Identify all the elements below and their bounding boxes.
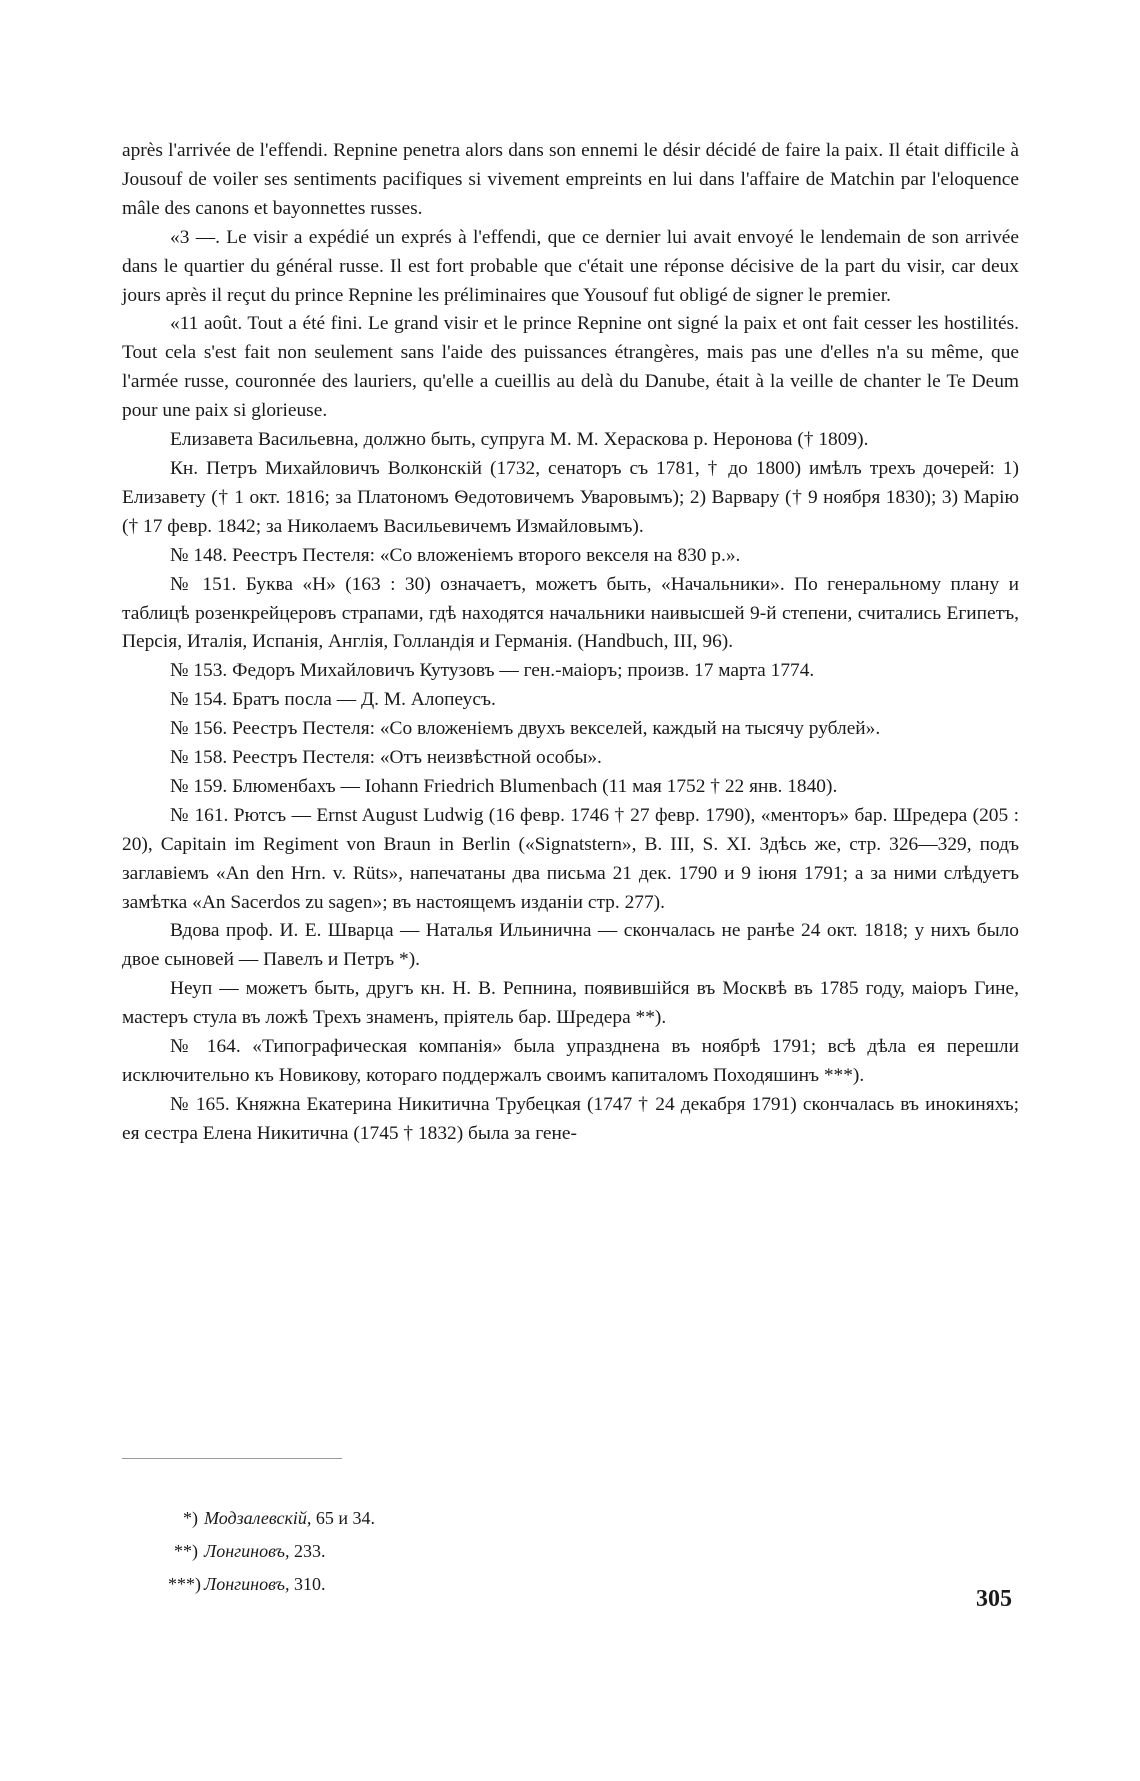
paragraph-no-165: № 165. Княжна Екатерина Никитична Трубецкая (1747 † 24 декабря 1791) скончалась въ инокиняхъ; ея сестра Елена Никитична (1745 † 1832) была за гене- [122,1093,1019,1144]
paragraph-french-1: après l'arrivée de l'effendi. Repnine penetra alors dans son ennemi le désir décidé de faire la paix. Il était difficile à Jousouf de voiler ses sentiments pacifiques si vivement empreints en lui dans l'affaire de Matchin par l'eloquence mâle des canons et bayonnettes russes. [122,140,1019,219]
page-body [122,137,1019,1149]
paragraph-no-161: № 161. Рютсъ — Ernst August Ludwig (16 февр. 1746 † 27 февр. 1790), «менторъ» бар. Шредера (205 : 20), Capitain im Regiment von Braun in Berlin («Signatstern», B. III, S. XI. Здѣсь же, стр. 326—329, подъ заглавіемъ «An den Hrn. v. Rüts», напечатаны два письма 21 дек. 1790 и 9 іюня 1791; а за ними слѣдуетъ замѣтка «An Sacerdos zu sagen»; въ настоящемъ изданіи стр. 277). [122,804,1019,913]
footnote-divider [122,1458,342,1459]
paragraph-shvarts: Вдова проф. И. Е. Шварца — Наталья Ильинична — скончалась не ранѣе 24 окт. 1818; у нихъ было двое сыновей — Павелъ и Петръ *). [122,920,1019,971]
paragraph-no-164: № 164. «Типографическая компанія» была упразднена въ ноябрѣ 1791; всѣ дѣла ея перешли исключительно къ Новикову, котораго поддержалъ своимъ капиталомъ Походяшинъ ***). [122,1036,1019,1086]
paragraph-french-3: «11 août. Tout a été fini. Le grand visir et le prince Repnine ont signé la paix et ont fait cesser les hostilités. Tout cela s'est fait non seulement sans l'aide des puissances étrangères, mais pas une d'elles n'a su même, que l'armée russe, couronnée des lauriers, qu'elle a cueillis au delà du Danube, était à la veille de chanter le Te Deum pour une paix si glorieuse. [122,313,1019,422]
paragraph-french-2: «3 —. Le visir a expédié un exprés à l'effendi, que ce dernier lui avait envoyé le lendemain de son arrivée dans le quartier du général russe. Il est fort probable que c'était une réponse décisive de la part du visir, car deux jours après il reçut du prince Repnine les préliminaires que Yousouf fut obligé de signer le premier. [122,226,1019,306]
footnote-text: 310. [294,1574,326,1594]
footnote-source: Модзалевскій, [204,1508,312,1528]
footnotes [168,1502,768,1601]
footnote-text: 233. [294,1541,326,1561]
paragraph-neup: Неуп — можетъ быть, другъ кн. Н. В. Репнина, появившійся въ Москвѣ въ 1785 году, маіоръ Гине, мастеръ стула въ ложѣ Трехъ знаменъ, пріятель бар. Шредера **). [122,978,1019,1029]
paragraph-no-156: № 156. Реестръ Пестеля: «Со вложеніемъ двухъ векселей, каждый на тысячу рублей». [170,718,881,740]
paragraph-elizaveta: Елизавета Васильевна, должно быть, супруга М. М. Хераскова р. Неронова († 1809). [170,429,869,451]
page-number: 305 [976,1586,1012,1612]
paragraph-no-151: № 151. Буква «Н» (163 : 30) означаетъ, можетъ быть, «Начальники». По генеральному плану и таблицѣ розенкрейцеровъ страпами, гдѣ находятся начальники наивысшей 9-й степени, считались Египетъ, Персія, Италія, Испанія, Англія, Голландія и Германія. (Handbuch, III, 96). [122,573,1019,653]
footnote-mark: **) [174,1541,198,1561]
footnote-source: Лонгиновъ, [204,1541,290,1561]
footnote-mark: *) [183,1508,198,1528]
footnote-text: 65 и 34. [315,1508,376,1528]
paragraph-no-158: № 158. Реестръ Пестеля: «Отъ неизвѣстной особы». [170,747,602,769]
paragraph-volkonsky: Кн. Петръ Михайловичъ Волконскій (1732, сенаторъ съ 1781, † до 1800) имѣлъ трехъ дочерей: 1) Елизавету († 1 окт. 1816; за Платономъ Ѳедотовичемъ Уваровымъ); 2) Варвару († 9 ноября 1830); 3) Марію († 17 февр. 1842; за Николаемъ Васильевичемъ Измайловымъ). [122,457,1019,537]
footnote-2 [168,1535,768,1568]
footnote-mark: ***) [168,1574,201,1594]
paragraph-no-148: № 148. Реестръ Пестеля: «Со вложеніемъ второго векселя на 830 р.». [170,544,741,566]
footnote-1 [168,1502,768,1535]
footnote-3 [168,1568,768,1601]
paragraph-no-159: № 159. Блюменбахъ — Iohann Friedrich Blumenbach (11 мая 1752 † 22 янв. 1840). [170,775,838,797]
footnote-source: Лонгиновъ, [204,1574,290,1594]
paragraph-no-154: № 154. Братъ посла — Д. М. Алопеусъ. [170,689,496,711]
paragraph-no-153: № 153. Федоръ Михайловичъ Кутузовъ — ген.-маіоръ; произв. 17 марта 1774. [170,660,815,682]
